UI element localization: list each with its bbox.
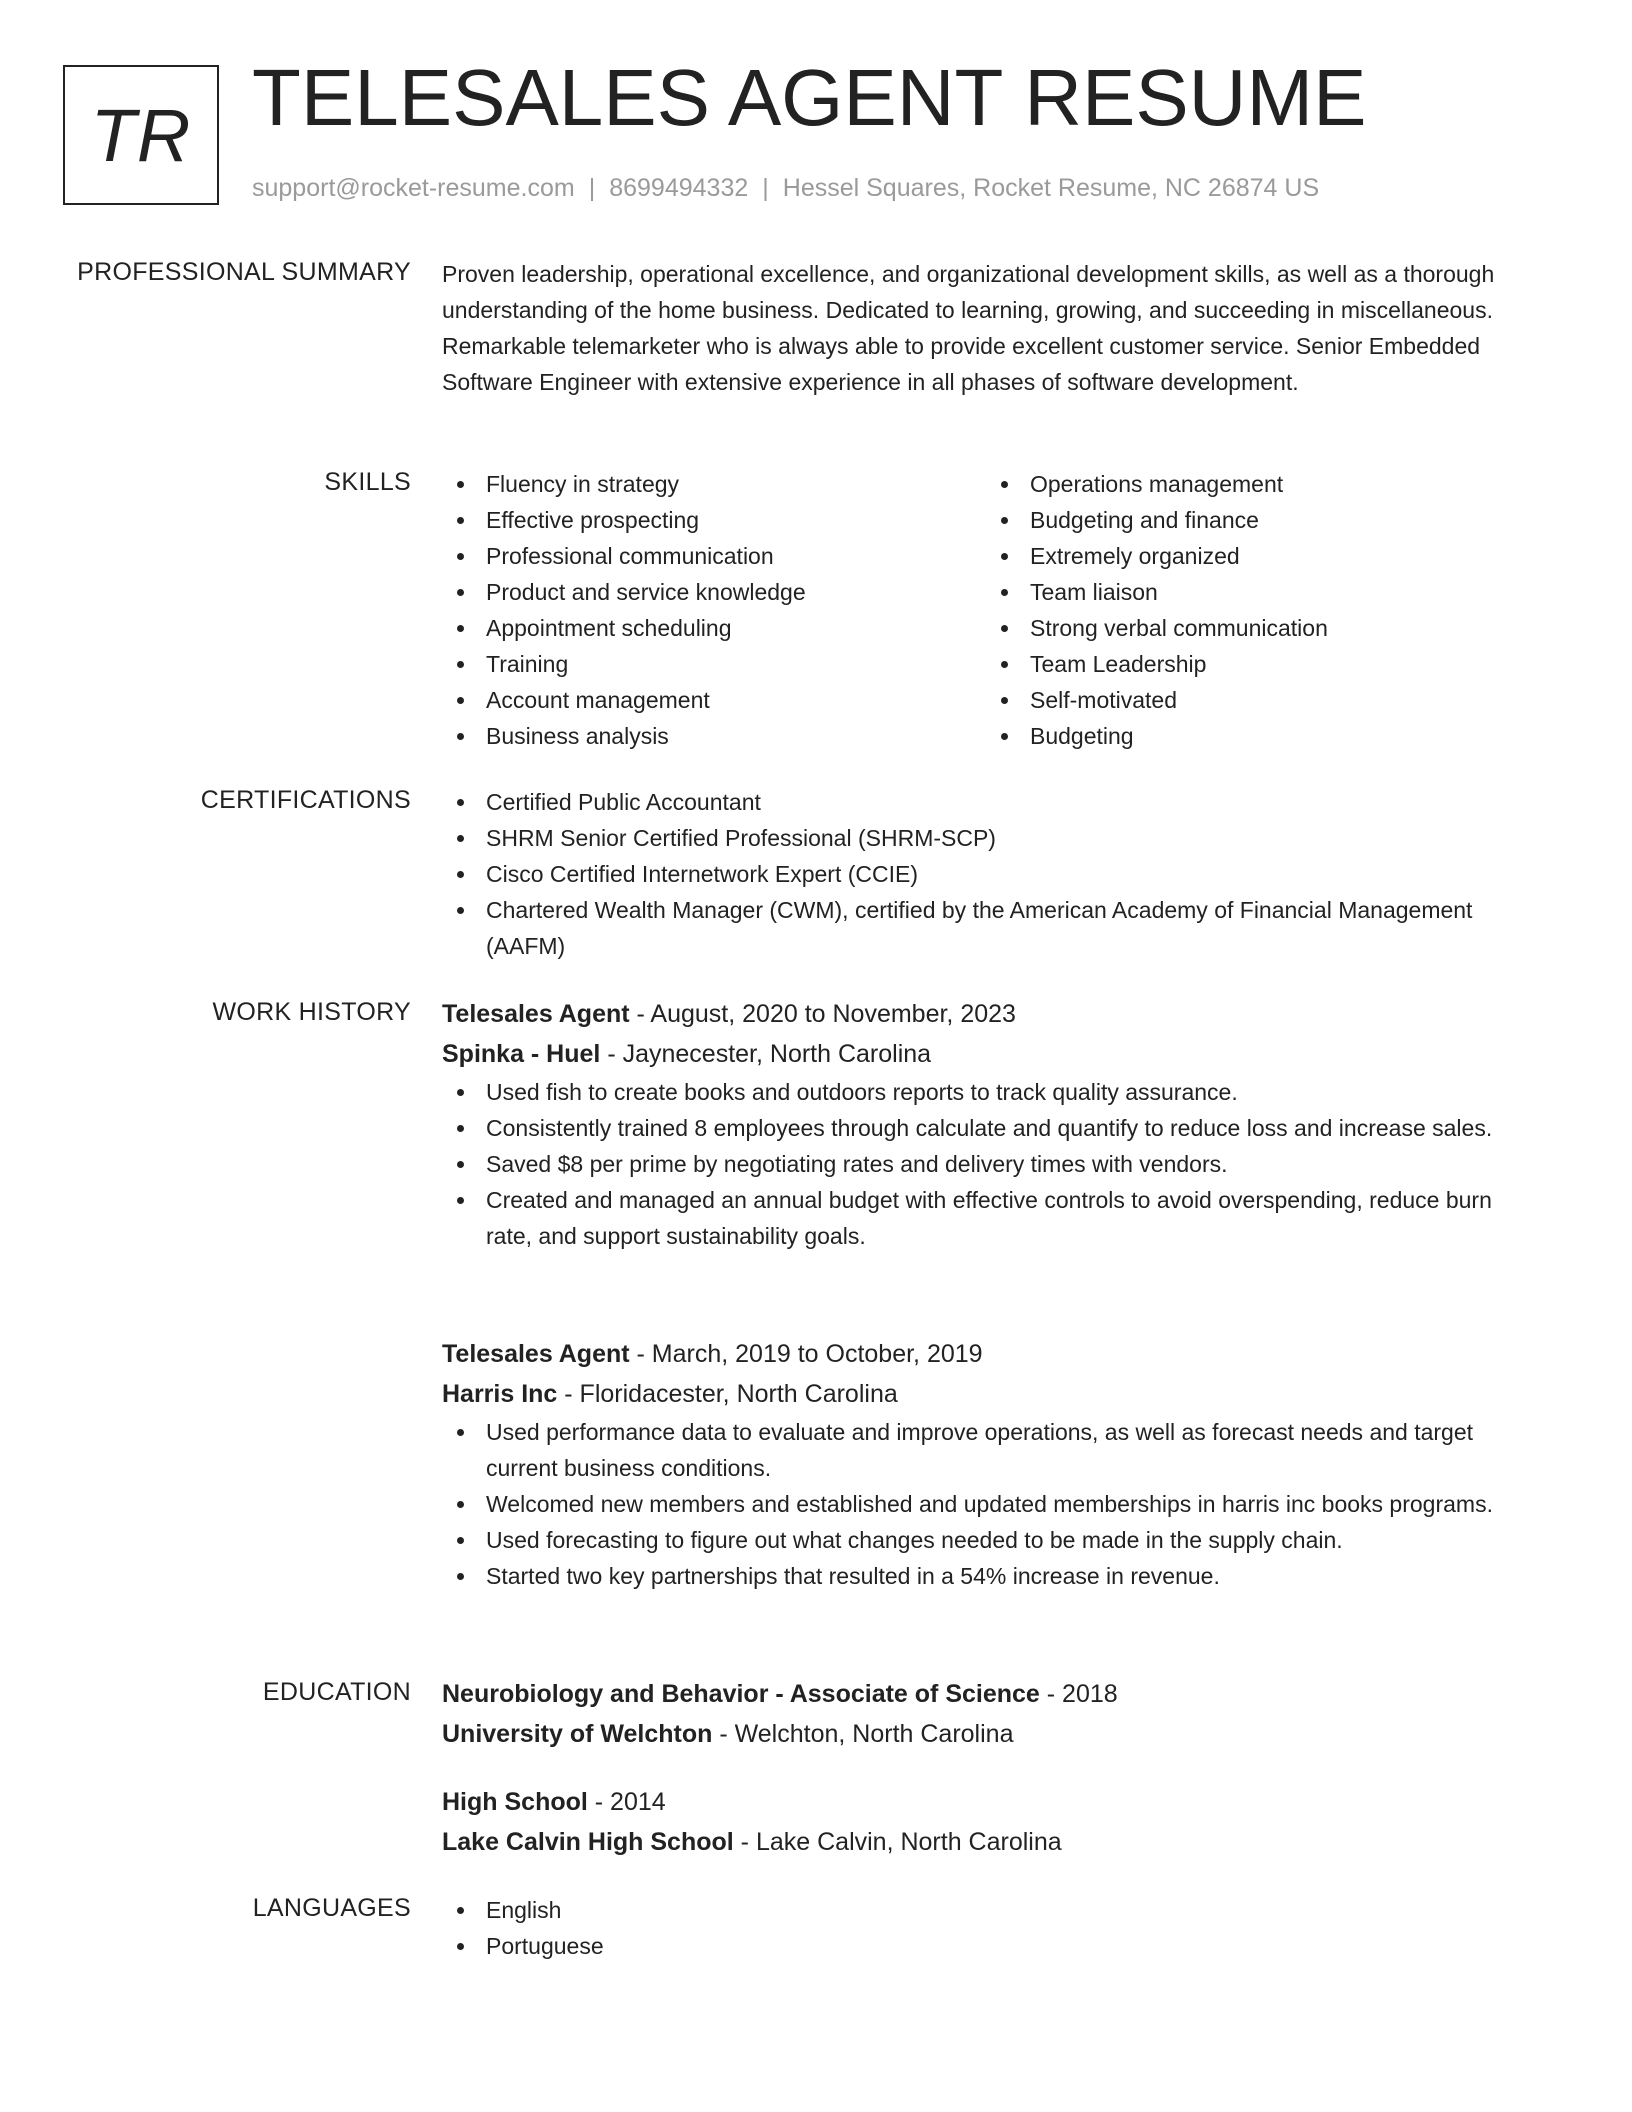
job-dates: - August, 2020 to November, 2023 (629, 1000, 1016, 1028)
education-degree-line (442, 1674, 1542, 1714)
skill-item: Appointment scheduling (442, 610, 962, 646)
education-school-line (442, 1714, 1542, 1754)
contact-address: Hessel Squares, Rocket Resume, NC 26874 US (782, 174, 1320, 202)
contact-phone: 8699494332 (609, 174, 749, 202)
skill-item: Team Leadership (986, 646, 1506, 682)
contact-line (252, 174, 1319, 203)
section-label-certifications: CERTIFICATIONS (200, 786, 411, 814)
skill-item: Effective prospecting (442, 502, 962, 538)
education-entry (442, 1674, 1542, 1754)
job-bullet: Saved $8 per prime by negotiating rates and delivery times with vendors. (442, 1146, 1542, 1182)
job-bullet: Consistently trained 8 employees through calculate and quantify to reduce loss and increase sales. (442, 1110, 1542, 1146)
job-bullet: Created and managed an annual budget with effective controls to avoid overspending, reduce burn rate, and support sustainability goals. (442, 1182, 1542, 1254)
page-title: TELESALES AGENT RESUME (252, 53, 1367, 142)
skill-item: Fluency in strategy (442, 466, 962, 502)
section-label-languages: LANGUAGES (252, 1894, 411, 1922)
job-title: Telesales Agent (442, 1000, 630, 1028)
certification-item: Chartered Wealth Manager (CWM), certified by the American Academy of Financial Management (AAFM) (442, 892, 1542, 964)
skill-item: Training (442, 646, 962, 682)
skill-item: Operations management (986, 466, 1506, 502)
education-year: - 2014 (587, 1788, 666, 1816)
job-bullet: Used forecasting to figure out what changes needed to be made in the supply chain. (442, 1522, 1542, 1558)
skill-item: Account management (442, 682, 962, 718)
education-school: University of Welchton (442, 1720, 713, 1748)
contact-email: support@rocket-resume.com (252, 174, 575, 202)
job-bullets (442, 1414, 1542, 1594)
job-bullet: Used performance data to evaluate and improve operations, as well as forecast needs and target current business conditions. (442, 1414, 1542, 1486)
certifications-section (442, 784, 1542, 964)
section-label-summary: PROFESSIONAL SUMMARY (77, 258, 411, 286)
certification-item: Cisco Certified Internetwork Expert (CCIE) (442, 856, 1542, 892)
job-company: Harris Inc (442, 1380, 558, 1408)
skill-item: Team liaison (986, 574, 1506, 610)
skill-item: Budgeting and finance (986, 502, 1506, 538)
skill-item: Professional communication (442, 538, 962, 574)
section-label-education: EDUCATION (262, 1678, 411, 1706)
education-degree: Neurobiology and Behavior - Associate of Science (442, 1680, 1040, 1708)
skill-item: Extremely organized (986, 538, 1506, 574)
job-dates: - March, 2019 to October, 2019 (629, 1340, 983, 1368)
contact-separator: | (762, 174, 769, 202)
languages-list (442, 1892, 1542, 1964)
summary-section (442, 256, 1532, 400)
education-location: - Welchton, North Carolina (712, 1720, 1014, 1748)
job-title-line (442, 1334, 1542, 1374)
skills-list-left (442, 466, 962, 754)
certifications-list (442, 784, 1542, 964)
summary-text: Proven leadership, operational excellence, and organizational development skills, as well as a thorough understanding of the home business. Dedicated to learning, growing, and succeeding in miscellaneous. Remarkable telemarketer who is always able to provide excellent customer service. Senior Embedded Software Engineer with extensive experience in all phases of software development. (442, 261, 1495, 395)
skill-item: Budgeting (986, 718, 1506, 754)
certification-item: SHRM Senior Certified Professional (SHRM-SCP) (442, 820, 1542, 856)
monogram-logo: TR (63, 65, 219, 205)
job-bullet: Started two key partnerships that resulted in a 54% increase in revenue. (442, 1558, 1542, 1594)
job-company-line (442, 1034, 1542, 1074)
job-entry (442, 994, 1542, 1254)
languages-section (442, 1892, 1542, 1964)
education-degree-line (442, 1782, 1542, 1822)
education-degree: High School (442, 1788, 588, 1816)
skill-item: Business analysis (442, 718, 962, 754)
certification-item: Certified Public Accountant (442, 784, 1542, 820)
education-school: Lake Calvin High School (442, 1828, 734, 1856)
job-company-line (442, 1374, 1542, 1414)
section-label-work-history: WORK HISTORY (212, 998, 411, 1026)
job-title: Telesales Agent (442, 1340, 630, 1368)
section-label-skills: SKILLS (324, 468, 411, 496)
skills-list-right (986, 466, 1506, 754)
skill-item: Product and service knowledge (442, 574, 962, 610)
skill-item: Strong verbal communication (986, 610, 1506, 646)
job-bullet: Welcomed new members and established and updated memberships in harris inc books programs. (442, 1486, 1542, 1522)
language-item: Portuguese (442, 1928, 1542, 1964)
job-bullets (442, 1074, 1542, 1254)
contact-separator: | (588, 174, 596, 202)
job-company: Spinka - Huel (442, 1040, 601, 1068)
education-year: - 2018 (1039, 1680, 1118, 1708)
education-location: - Lake Calvin, North Carolina (733, 1828, 1062, 1856)
skill-item: Self-motivated (986, 682, 1506, 718)
education-school-line (442, 1822, 1542, 1862)
job-location: - Floridacester, North Carolina (557, 1380, 898, 1408)
education-entry (442, 1782, 1542, 1862)
job-entry (442, 1334, 1542, 1594)
job-bullet: Used fish to create books and outdoors reports to track quality assurance. (442, 1074, 1542, 1110)
job-title-line (442, 994, 1542, 1034)
job-location: - Jaynecester, North Carolina (600, 1040, 932, 1068)
language-item: English (442, 1892, 1542, 1928)
